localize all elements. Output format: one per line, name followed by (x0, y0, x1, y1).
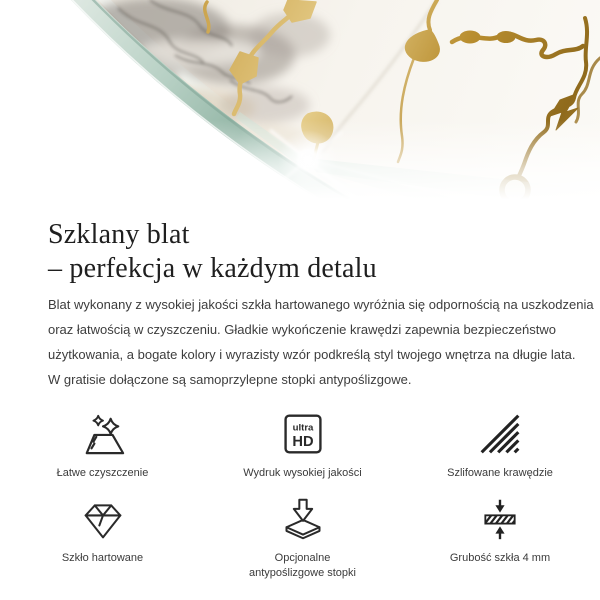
page-title-line2: – perfekcja w każdym detalu (48, 253, 377, 284)
page-title-line1: Szklany blat (48, 219, 190, 250)
feature-label: Łatwe czyszczenie (56, 467, 149, 479)
glass-thickness-icon (478, 497, 522, 541)
feature-label: Szlifowane krawędzie (447, 467, 553, 479)
feature-label: Szkło hartowane (61, 552, 144, 564)
description-line: oraz łatwością w czyszczeniu. Gładkie wykończenie krawędzi zapewnia bezpieczeństwo (48, 322, 556, 337)
description-line: użytkowania, a bogate kolory i wyrazisty wzór podkreślą styl twojego wnętrza na długie lata. (48, 347, 576, 362)
description-line: W gratisie dołączone są samoprzylepne stopki antypoślizgowe. (48, 372, 412, 387)
feature-label: Grubość szkła 4 mm (449, 552, 551, 564)
feature-print-quality (205, 412, 400, 481)
feature-easy-cleaning (0, 412, 205, 481)
feature-grid (0, 412, 600, 581)
page-title (48, 218, 552, 286)
beveled-edge-icon (478, 412, 522, 456)
feature-polished-edges (400, 412, 600, 481)
glass-tabletop-illustration (0, 0, 600, 212)
hero-image (0, 0, 600, 212)
product-description (48, 292, 594, 392)
ultra-hd-badge-bottom: HD (291, 433, 314, 450)
feature-glass-thickness (400, 497, 600, 581)
ultra-hd-badge-top: ultra (292, 422, 313, 434)
feature-tempered-glass (0, 497, 205, 581)
sparkle-clean-icon (80, 412, 126, 456)
feature-label: Opcjonalne antypoślizgowe stopki (248, 552, 356, 579)
feature-label: Wydruk wysokiej jakości (243, 467, 362, 479)
diamond-icon (81, 499, 125, 541)
description-line: Blat wykonany z wysokiej jakości szkła hartowanego wyróżnia się odpornością na uszkodzenia (48, 297, 594, 312)
anti-slip-pad-icon (280, 497, 326, 541)
product-copy (0, 218, 600, 392)
feature-anti-slip-feet (205, 497, 400, 581)
ultra-hd-icon (281, 412, 325, 456)
